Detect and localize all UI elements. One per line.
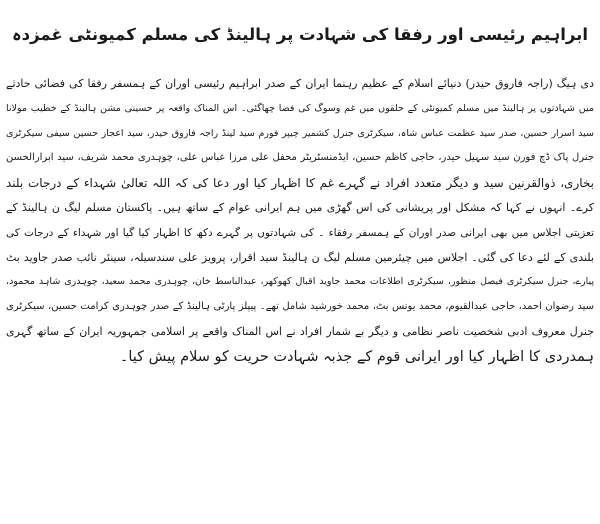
article-line: سید رضوان احمد، حاجی عبدالقیوم، محمد یونس بٹ، محمد خورشید شامل تھے۔ پیپلز پارٹی ہالینڈ کے صدر چوہدری کرامت حسین، سیکرٹری [6,301,594,313]
article-line: دی ہیگ (راجہ فاروق حیدر) دنیائے اسلام کے عظیم رہنما ایران کے صدر ابراہیم رئیسی اوران کے ہمسفر رفقا کی فضائی حادثے [6,77,594,90]
article-line: میں شہادتوں پر ہالینڈ میں مسلم کمیونٹی کے حلقوں میں غم وسوگ کی فضا چھاگئی۔ اس المناک واقعہ پر حسینی مشن ہالینڈ کے خطیب مولانا [6,102,594,114]
article-line: جنرل پاک ڈچ فورن سید سہیل حیدر، حاجی کاظم حسین، ایڈمنسٹریٹر محفل علی مرزا عباس علی، چوہدری محمد شریف، سید ابرارالحسن [6,152,594,164]
article-line: کرے۔ انہوں نے کہا کہ مشکل اور پریشانی کی اس گھڑی میں ہم ایرانی عوام کے ساتھ ہیں۔ پاکستان مسلم لیگ ن ہالینڈ کے [6,200,594,214]
article-line: بخاری، ذوالقرنین سید و دیگر متعدد افراد نے گہرے غم کا اظہار کیا اور دعا کی کہ اللہ تعالیٰ شہداء کے درجات بلند [6,176,594,191]
article-body [6,72,594,518]
article-line: بلندی کے لئے دعا کی گئی۔ اجلاس میں چیئرمین مسلم لیگ ن ہالینڈ سید اقرار، پرویز علی سندسیلہ، سینئر نائب صدر جاوید بٹ [6,250,594,264]
article-line: تعزیتی اجلاس میں بھی ایرانی صدر اوران کے ہمسفر رفقاء ۔ کی شہادتوں پر گہرے دکھ کا اظہار کیا گیا اور شہداء کے درجات کی [6,226,594,239]
article-line: سید اسرار حسین، صدر سید عظمت عباس شاہ، سیکرٹری جنرل کشمیر چیپر فورم سید لینڈ راجہ فاروق حیدر، سید اعجاز حسین سیفی سیکرٹری [6,127,594,139]
article-line: پیارے، جنرل سیکرٹری فیصل منظور، سیکرٹری اطلاعات محمد جاوید اقبال کھوکھر، عبدالباسط خان، چوہدری محمد سعید، چوہدری شاہد محمود، [6,276,594,288]
article-line: ہمدردی کا اظہار کیا اور ایرانی قوم کے جذبہ شہادت حریت کو سلام پیش کیا۔ [119,348,594,365]
article-line: جنرل معروف ادبی شخصیت ناصر نظامی و دیگر بے شمار افراد نے اس المناک واقعے پر اسلامی جمہوریہ ایران کے ساتھ گہری [6,324,594,338]
headline: ابراہیم رئیسی اور رفقا کی شہادت پر ہالینڈ کی مسلم کمیونٹی غمزدہ [11,25,588,44]
